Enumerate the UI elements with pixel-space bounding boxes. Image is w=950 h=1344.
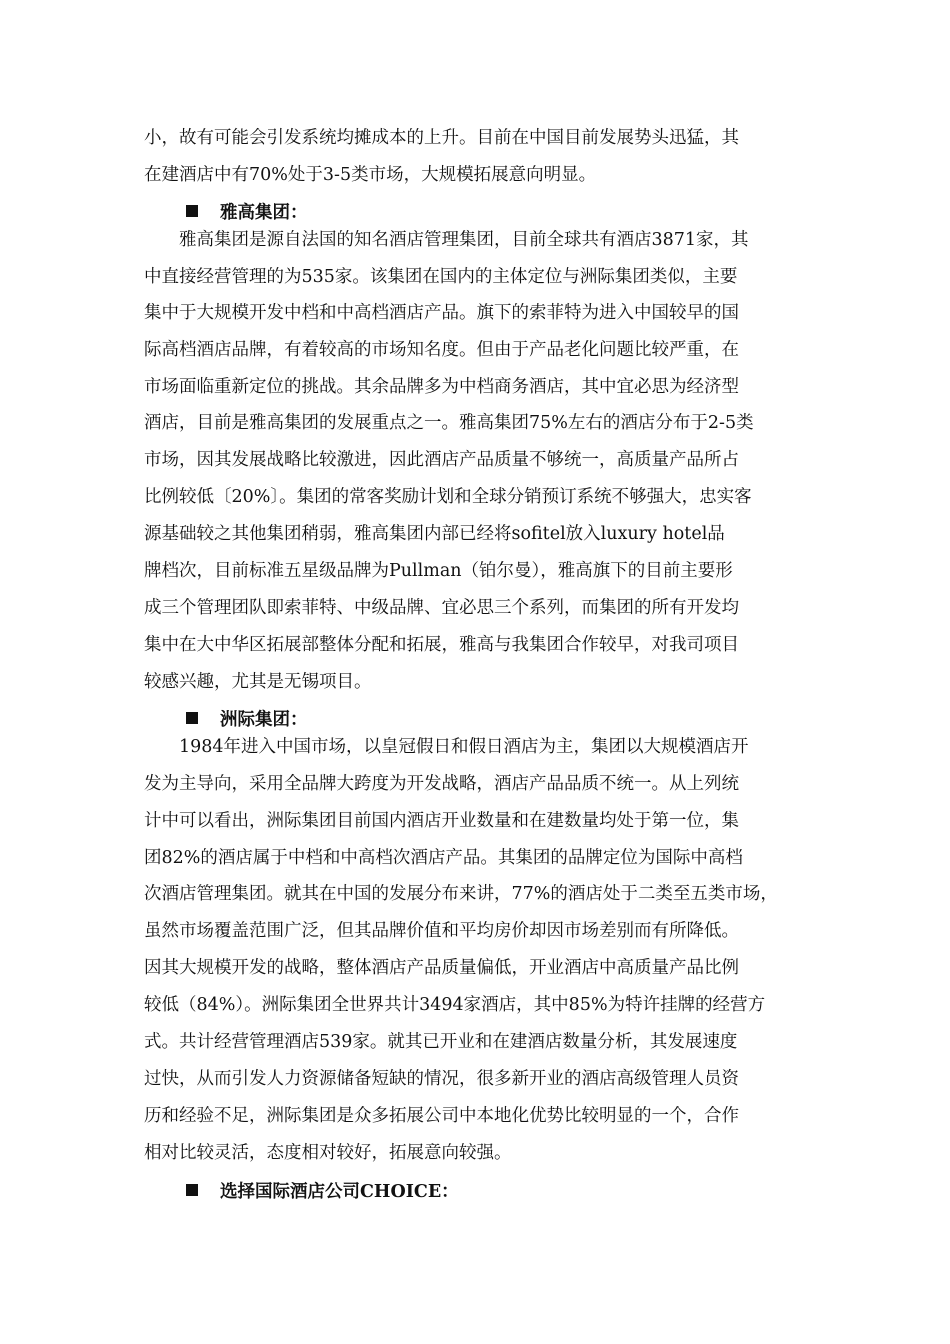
paragraph-line: 相对比较灵活，态度相对较好，拓展意向较强。 [144,1143,512,1163]
paragraph-line: 次酒店管理集团。就其在中国的发展分布来讲，77%的酒店处于二类至五类市场， [144,884,778,904]
paragraph-line: 较感兴趣，尤其是无锡项目。 [144,672,372,692]
paragraph-line: 成三个管理团队即索菲特、中级品牌、宜必思三个系列，而集团的所有开发均 [144,598,739,618]
paragraph-line: 中直接经营管理的为535家。该集团在国内的主体定位与洲际集团类似，主要 [144,267,738,287]
paragraph-line: 牌档次，目前标准五星级品牌为Pullman（铂尔曼），雅高旗下的目前主要形 [144,561,733,581]
paragraph-line: 虽然市场覆盖范围广泛，但其品牌价值和平均房价却因市场差别而有所降低。 [144,921,739,941]
paragraph-line: 式。共计经营管理酒店539家。就其已开业和在建酒店数量分析，其发展速度 [144,1032,738,1052]
paragraph-line: 酒店，目前是雅高集团的发展重点之一。雅高集团75%左右的酒店分布于2-5类 [144,413,754,433]
paragraph-line: 市场面临重新定位的挑战。其余品牌多为中档商务酒店，其中宜必思为经济型 [144,377,739,397]
paragraph-line: 市场，因其发展战略比较激进，因此酒店产品质量不够统一，高质量产品所占 [144,450,739,470]
paragraph-line: 计中可以看出，洲际集团目前国内酒店开业数量和在建数量均处于第一位，集 [144,811,739,831]
paragraph-line: 团82%的酒店属于中档和中高档次酒店产品。其集团的品牌定位为国际中高档 [144,848,743,868]
square-bullet-icon [186,205,198,217]
section-heading [186,201,308,225]
paragraph-line: 际高档酒店品牌，有着较高的市场知名度。但由于产品老化问题比较严重，在 [144,340,739,360]
section-heading [186,708,308,732]
paragraph-line: 发为主导向，采用全品牌大跨度为开发战略，酒店产品品质不统一。从上列统 [144,774,739,794]
paragraph-line: 较低（84%）。洲际集团全世界共计3494家酒店，其中85%为特许挂牌的经营方 [144,995,766,1015]
paragraph-line: 历和经验不足，洲际集团是众多拓展公司中本地化优势比较明显的一个，合作 [144,1106,739,1126]
paragraph-line: 1984年进入中国市场，以皇冠假日和假日酒店为主，集团以大规模酒店开 [144,737,749,757]
section-heading-text: 洲际集团： [220,710,308,730]
paragraph-line: 小，故有可能会引发系统均摊成本的上升。目前在中国目前发展势头迅猛，其 [144,128,739,148]
paragraph-line: 因其大规模开发的战略，整体酒店产品质量偏低，开业酒店中高质量产品比例 [144,958,739,978]
paragraph-line: 源基础较之其他集团稍弱，雅高集团内部已经将sofitel放入luxury hotel品 [144,524,725,544]
paragraph-line: 比例较低〔20%〕。集团的常客奖励计划和全球分销预订系统不够强大，忠实客 [144,487,752,507]
paragraph-line: 集中于大规模开发中档和中高档酒店产品。旗下的索菲特为进入中国较早的国 [144,303,739,323]
section-heading-text: 选择国际酒店公司CHOICE： [220,1182,459,1202]
paragraph-line: 在建酒店中有70%处于3-5类市场，大规模拓展意向明显。 [144,165,597,185]
paragraph-line: 过快，从而引发人力资源储备短缺的情况，很多新开业的酒店高级管理人员资 [144,1069,739,1089]
square-bullet-icon [186,1184,198,1196]
paragraph-line: 集中在大中华区拓展部整体分配和拓展，雅高与我集团合作较早，对我司项目 [144,635,739,655]
square-bullet-icon [186,712,198,724]
section-heading [186,1180,459,1204]
section-heading-text: 雅高集团： [220,203,308,223]
paragraph-line: 雅高集团是源自法国的知名酒店管理集团，目前全球共有酒店3871家，其 [144,230,749,250]
